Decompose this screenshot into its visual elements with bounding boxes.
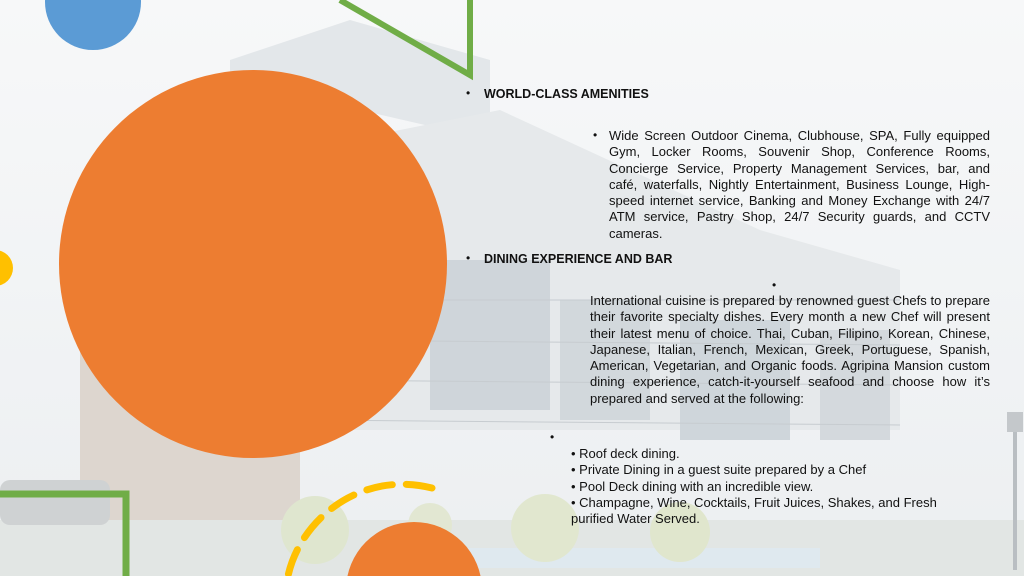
section1-body-bullet: • xyxy=(593,128,598,142)
section2-list-bullet: • xyxy=(550,430,555,444)
orange-small-circle xyxy=(346,522,482,576)
list-item: • Private Dining in a guest suite prepared by a Chef xyxy=(571,462,867,478)
section2-body-bullet: • xyxy=(772,278,777,292)
yellow-circle-decoration xyxy=(0,250,13,286)
orange-large-circle xyxy=(59,70,447,458)
section2-heading: DINING EXPERIENCE AND BAR xyxy=(484,252,673,266)
section1-heading-bullet: • xyxy=(466,86,471,100)
green-corner-decoration xyxy=(0,494,126,576)
section2-body: International cuisine is prepared by renowned guest Chefs to prepare their favorite specialty dishes. Every month a new Chef will present their latest menu of choice. Thai, Cuban, Filipino, Korean, Chinese, Japanese, Italian, French, Mexican, Greek, Portuguese, Spanish, American, Vegetarian, and Organic foods. Agripina Mansion custom dining experience, catch-it-yourself seafood and choose how it’s prepared and served at the following: xyxy=(590,293,990,406)
section2-heading-bullet: • xyxy=(466,251,471,265)
list-item: • Pool Deck dining with an incredible view. xyxy=(571,478,814,494)
list-item: • Roof deck dining. xyxy=(571,446,680,461)
section1-body: Wide Screen Outdoor Cinema, Clubhouse, SPA, Fully equipped Gym, Locker Rooms, Souvenir Shop, Conference Rooms, Concierge Service, Property Management Services, bar, and café, waterfalls, Nightly Entertainment, Business Lounge, High-speed internet service, Banking and Money Exchange with 24/7 ATM service, Pastry Shop, 24/7 Security guards, and CCTV cameras. xyxy=(609,128,990,241)
blue-circle-decoration xyxy=(45,0,141,50)
green-triangle-decoration xyxy=(340,0,470,75)
dining-options-list xyxy=(571,446,971,527)
list-item: • Champagne, Wine, Cocktails, Fruit Juices, Shakes, and Fresh purified Water Served. xyxy=(571,494,937,527)
section1-heading: WORLD-CLASS AMENITIES xyxy=(484,87,649,101)
